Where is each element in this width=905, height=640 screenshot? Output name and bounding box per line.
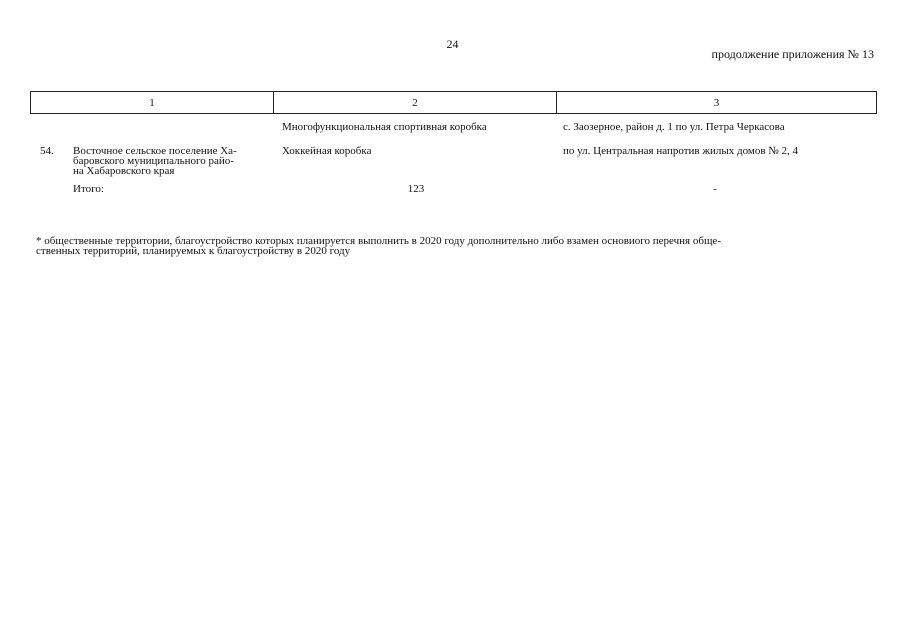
column-header-2: 2 (274, 92, 557, 113)
footnote-line: * общественные территории, благоустройство которых планируется выполнить в 2020 году дополнительно либо взамен основиого перечня обще- (36, 235, 721, 247)
footnote-line: ственных территорий, планируемых к благоустройству в 2020 году (36, 245, 351, 257)
row-1-type: Многофункциональная спортивная коробка (282, 121, 487, 133)
municipality-line: на Хабаровского края (73, 165, 175, 177)
row-2-type: Хоккейная коробка (282, 145, 372, 157)
continuation-note: продолжение приложения № 13 (711, 47, 874, 61)
column-header-3: 3 (713, 96, 720, 109)
total-value: 123 (407, 183, 425, 195)
municipality-line: баровского муниципального райо- (73, 155, 234, 167)
municipality-line: Восточное сельское поселение Ха- (73, 145, 237, 157)
total-dash: - (713, 183, 717, 195)
row-2-location: по ул. Центральная напротив жилых домов № 2, 4 (563, 145, 799, 157)
row-2-municipality (73, 146, 263, 176)
footnote (36, 236, 851, 256)
page-number: 24 (446, 37, 459, 51)
table-header-row (30, 91, 877, 114)
total-label: Итого: (73, 183, 104, 195)
column-header-1: 1 (31, 92, 274, 113)
row-2-number: 54. (40, 145, 54, 157)
row-1-location: с. Заозерное, район д. 1 по ул. Петра Черкасова (563, 121, 785, 133)
